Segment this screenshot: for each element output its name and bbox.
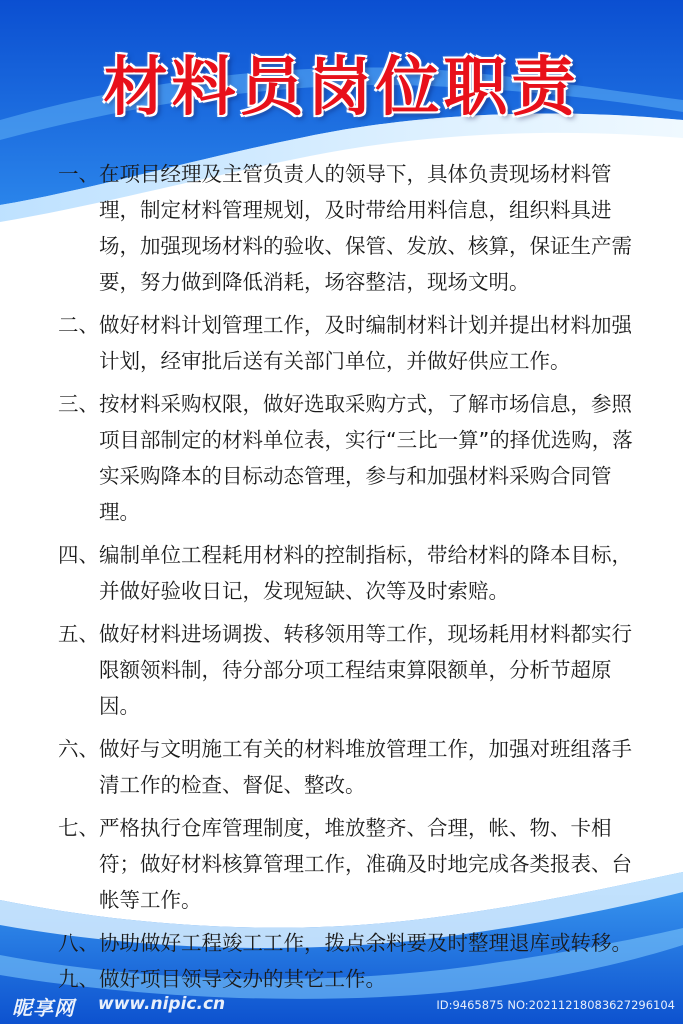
duty-number: 六、 xyxy=(58,737,99,761)
duty-text: 在项目经理及主管负责人的领导下，具体负责现场材料管理，制定材料管理规划，及时带给用料信息，组织料具进场，加强现场材料的验收、保管、发放、核算，保证生产需要，努力做到降低消耗，场容整洁，现场文明。 xyxy=(99,162,632,294)
duty-number: 二、 xyxy=(58,313,99,337)
duty-text: 做好材料计划管理工作，及时编制材料计划并提出材料加强计划，经审批后送有关部门单位，并做好供应工作。 xyxy=(99,313,632,373)
duty-item-6 xyxy=(58,731,643,803)
duty-list xyxy=(58,156,643,997)
watermark-id: ID:9465875 NO:20211218083627296104 xyxy=(436,998,675,1012)
duty-number: 七、 xyxy=(58,816,99,840)
duty-item-8 xyxy=(58,925,643,961)
watermark-url[interactable]: www.nipic.cn xyxy=(98,994,226,1014)
duty-text: 协助做好工程竣工工作，拨点余料要及时整理退库或转移。 xyxy=(99,931,632,955)
duty-number: 四、 xyxy=(58,543,99,567)
duty-text: 做好材料进场调拨、转移领用等工作，现场耗用材料都实行限额领料制，待分部分项工程结束算限额单，分析节超原因。 xyxy=(99,622,632,718)
duty-item-2 xyxy=(58,307,643,379)
duty-number: 九、 xyxy=(58,967,99,991)
duty-number: 一、 xyxy=(58,162,99,186)
duty-number: 八、 xyxy=(58,931,99,955)
duty-item-5 xyxy=(58,616,643,724)
duty-text: 严格执行仓库管理制度，堆放整齐、合理，帐、物、卡相符；做好材料核算管理工作，准确及时地完成各类报表、台帐等工作。 xyxy=(99,816,632,912)
watermark-bar xyxy=(0,984,683,1024)
duty-item-4 xyxy=(58,537,643,609)
duty-text: 做好与文明施工有关的材料堆放管理工作，加强对班组落手清工作的检查、督促、整改。 xyxy=(99,737,632,797)
duty-number: 三、 xyxy=(58,392,99,416)
poster-title: 材料员岗位职责 xyxy=(103,51,580,125)
duty-text: 做好项目领导交办的其它工作。 xyxy=(99,967,386,991)
duty-number: 五、 xyxy=(58,622,99,646)
watermark-logo: 昵享网 xyxy=(12,996,75,1020)
duty-item-7 xyxy=(58,810,643,918)
duty-text: 编制单位工程耗用材料的控制指标，带给材料的降本目标，并做好验收日记，发现短缺、次等及时索赔。 xyxy=(99,543,632,603)
duty-item-3 xyxy=(58,386,643,530)
duty-item-1 xyxy=(58,156,643,300)
duty-text: 按材料采购权限，做好选取采购方式，了解市场信息，参照项目部制定的材料单位表，实行“三比一算”的择优选购，落实采购降本的目标动态管理，参与和加强材料采购合同管理。 xyxy=(99,392,633,524)
